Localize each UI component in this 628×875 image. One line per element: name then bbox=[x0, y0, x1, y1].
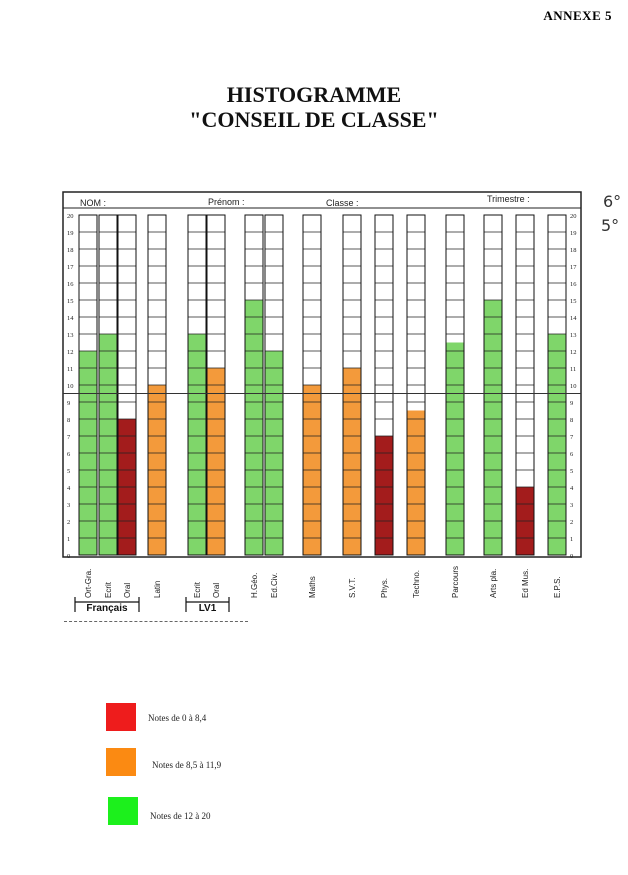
category-label: E.P.S. bbox=[553, 576, 562, 598]
y-tick-left: 1 bbox=[67, 536, 71, 543]
y-tick-left: 15 bbox=[67, 298, 74, 305]
category-label: Ecrit bbox=[193, 582, 202, 598]
category-label: Techno. bbox=[412, 569, 421, 598]
y-tick-left: 9 bbox=[67, 400, 71, 407]
category-label: Ed.Civ. bbox=[270, 572, 279, 598]
y-tick-left: 10 bbox=[67, 383, 74, 390]
category-label: Latin bbox=[153, 580, 162, 598]
y-tick-left: 8 bbox=[67, 417, 71, 424]
chart-title: HISTOGRAMME bbox=[226, 82, 402, 107]
y-tick-right: 6 bbox=[570, 451, 574, 458]
category-label: Parcours bbox=[451, 565, 460, 598]
y-tick-left: 0 bbox=[67, 553, 71, 560]
bar-14 bbox=[484, 300, 502, 555]
y-tick-right: 13 bbox=[570, 332, 577, 339]
y-tick-left: 4 bbox=[67, 485, 71, 492]
group-lv1-label: LV1 bbox=[198, 603, 217, 614]
bar-5 bbox=[188, 334, 206, 555]
y-tick-right: 2 bbox=[570, 519, 574, 526]
y-tick-left: 13 bbox=[67, 332, 74, 339]
y-tick-right: 11 bbox=[570, 366, 577, 373]
y-tick-right: 14 bbox=[570, 315, 577, 322]
category-label: Oral bbox=[123, 582, 132, 598]
header-prenom: Prénom : bbox=[208, 197, 245, 207]
legend-label-orange: Notes de 8,5 à 11,9 bbox=[152, 760, 222, 770]
legend-swatch-red bbox=[106, 703, 136, 731]
header-nom: NOM : bbox=[80, 198, 106, 208]
y-tick-left: 6 bbox=[67, 451, 71, 458]
chart-frame bbox=[63, 192, 581, 557]
group-francais-label: Français bbox=[86, 603, 128, 614]
bar-16 bbox=[548, 334, 566, 555]
y-tick-right: 8 bbox=[570, 417, 574, 424]
y-tick-right: 16 bbox=[570, 281, 577, 288]
category-label: Maths bbox=[308, 576, 317, 598]
y-tick-left: 20 bbox=[67, 213, 74, 220]
y-tick-right: 20 bbox=[570, 213, 577, 220]
y-tick-right: 4 bbox=[570, 485, 574, 492]
side-note-6: 6° bbox=[603, 192, 622, 211]
bar-10 bbox=[343, 368, 361, 555]
y-tick-left: 18 bbox=[67, 247, 74, 254]
y-tick-right: 0 bbox=[570, 553, 574, 560]
category-label: Oral bbox=[212, 582, 221, 598]
bar-6 bbox=[207, 368, 225, 555]
legend-label-red: Notes de 0 à 8,4 bbox=[148, 713, 207, 723]
y-tick-left: 11 bbox=[67, 366, 74, 373]
y-tick-right: 3 bbox=[570, 502, 574, 509]
bar-12 bbox=[407, 411, 425, 556]
y-tick-left: 16 bbox=[67, 281, 74, 288]
bar-11 bbox=[375, 436, 393, 555]
y-tick-right: 15 bbox=[570, 298, 577, 305]
y-tick-left: 14 bbox=[67, 315, 74, 322]
category-label: Arts pla. bbox=[489, 568, 498, 598]
y-tick-right: 1 bbox=[570, 536, 574, 543]
category-label: H.Géo. bbox=[250, 572, 259, 598]
category-label: Phys. bbox=[380, 577, 389, 598]
y-tick-right: 7 bbox=[570, 434, 574, 441]
bar-13 bbox=[446, 343, 464, 556]
legend-label-green: Notes de 12 à 20 bbox=[150, 811, 211, 821]
y-tick-left: 5 bbox=[67, 468, 71, 475]
header-classe: Classe : bbox=[326, 198, 359, 208]
y-tick-left: 17 bbox=[67, 264, 74, 271]
y-tick-right: 9 bbox=[570, 400, 574, 407]
y-tick-left: 19 bbox=[67, 230, 74, 237]
header-trimestre: Trimestre : bbox=[487, 194, 530, 204]
category-label: Ed Mus. bbox=[521, 568, 530, 598]
y-tick-right: 19 bbox=[570, 230, 577, 237]
category-label: Ort-Gra. bbox=[84, 568, 93, 598]
side-note-5: 5° bbox=[601, 216, 620, 235]
y-tick-right: 5 bbox=[570, 468, 574, 475]
y-tick-right: 18 bbox=[570, 247, 577, 254]
legend-swatch-orange bbox=[106, 748, 136, 776]
y-tick-right: 17 bbox=[570, 264, 577, 271]
legend-swatch-green bbox=[108, 797, 138, 825]
y-tick-left: 7 bbox=[67, 434, 71, 441]
annexe-label: ANNEXE 5 bbox=[543, 8, 612, 23]
category-label: Ecrit bbox=[104, 582, 113, 598]
y-tick-right: 10 bbox=[570, 383, 577, 390]
chart-subtitle: "CONSEIL DE CLASSE" bbox=[189, 107, 439, 132]
y-tick-left: 12 bbox=[67, 349, 74, 356]
dashed-separator bbox=[64, 621, 248, 622]
y-tick-left: 2 bbox=[67, 519, 71, 526]
y-tick-right: 12 bbox=[570, 349, 577, 356]
category-label: S.V.T. bbox=[348, 577, 357, 598]
bar-7 bbox=[245, 300, 263, 555]
bar-2 bbox=[99, 334, 117, 555]
y-tick-left: 3 bbox=[67, 502, 71, 509]
